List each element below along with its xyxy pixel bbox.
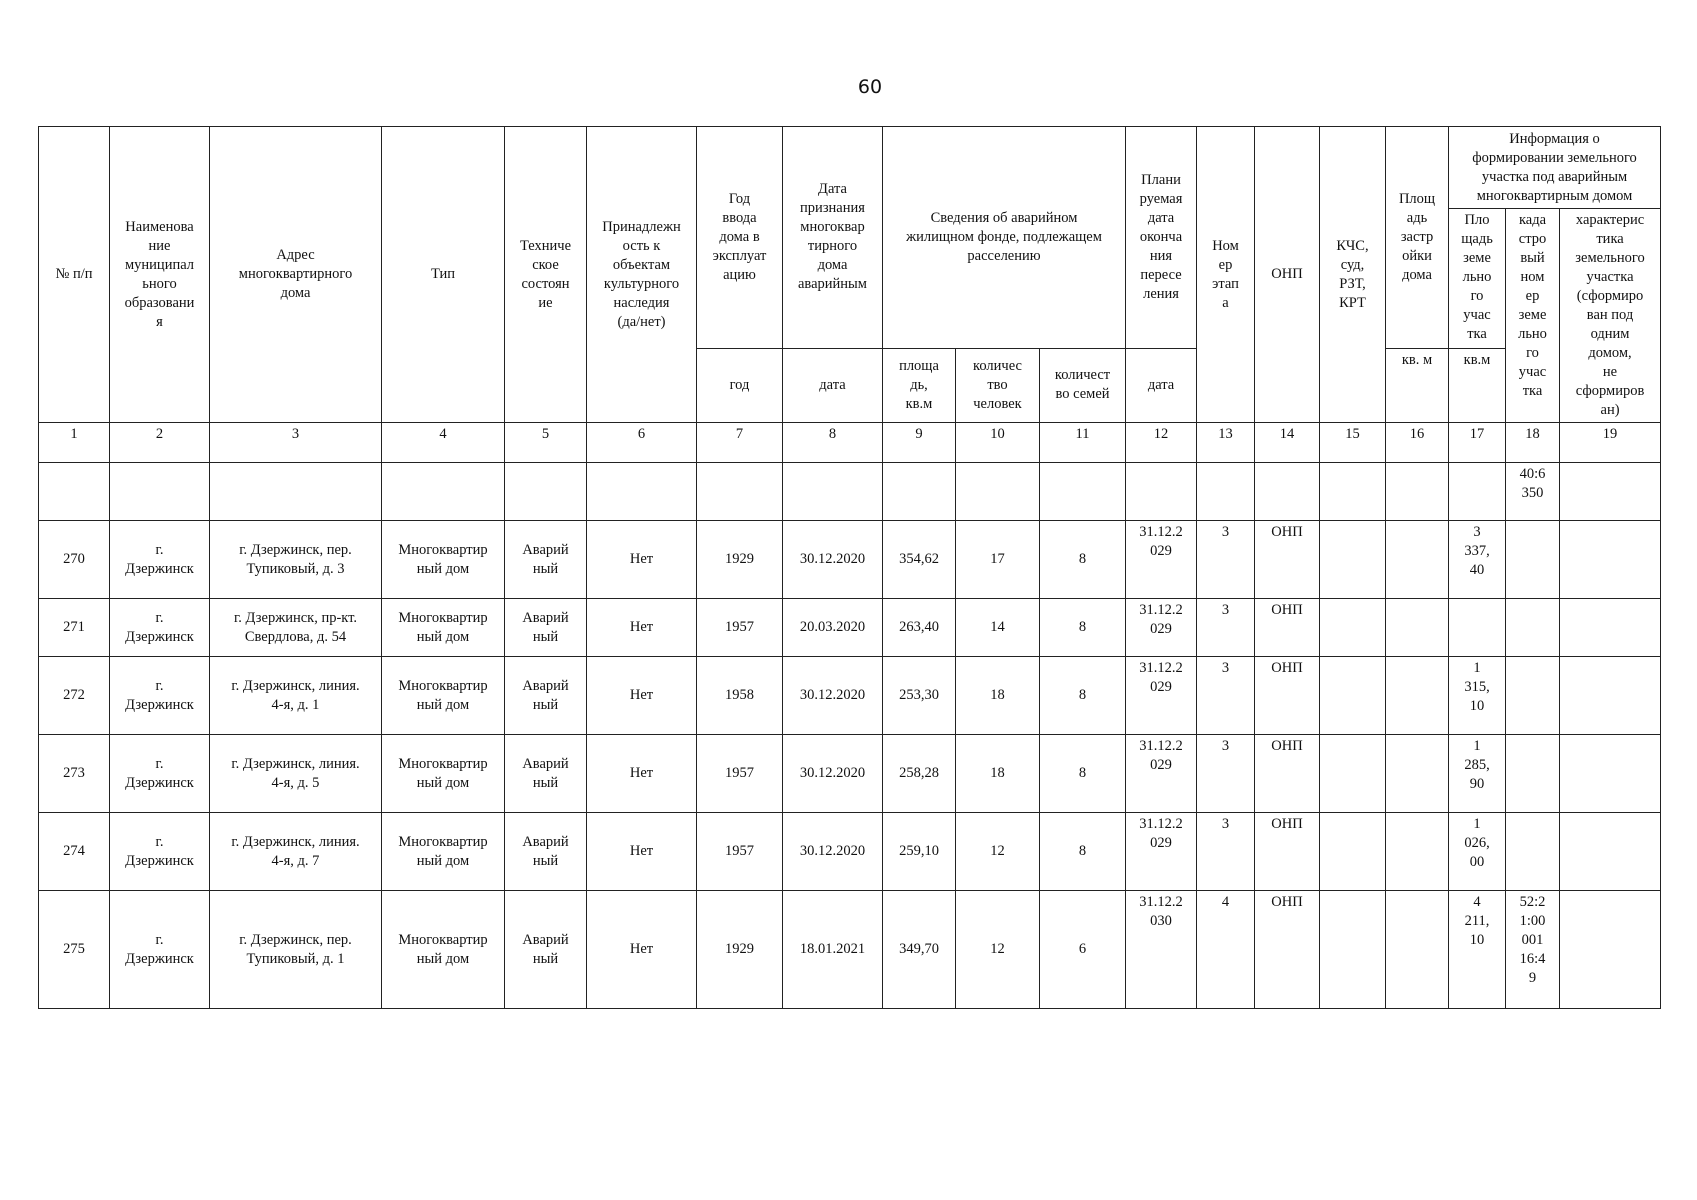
cell-tech-state: Аварий ный: [505, 599, 587, 657]
cell-no: 275: [39, 891, 110, 1009]
column-number: 9: [883, 423, 956, 463]
table-row: [39, 891, 1661, 1009]
header-info-group: Сведения об аварийном жилищном фонде, подлежащем расселению: [883, 127, 1126, 349]
cell-tech-state: Аварий ный: [505, 657, 587, 735]
header-stage: Ном ер этап а: [1197, 127, 1255, 423]
column-number: 17: [1449, 423, 1506, 463]
header-build-area-group: Площ адь застр ойки дома: [1386, 127, 1449, 349]
cell-date: 30.12.2020: [783, 735, 883, 813]
cell-land-area: 1 285, 90: [1449, 735, 1506, 813]
cell-cadastral: [1506, 657, 1560, 735]
header-tech-state: Техниче ское состоян ие: [505, 127, 587, 423]
cell-stage: 3: [1197, 735, 1255, 813]
cell-area: 349,70: [883, 891, 956, 1009]
cell-kchs: [1320, 521, 1386, 599]
cell-heritage: Нет: [587, 599, 697, 657]
continuation-row: [39, 463, 1661, 521]
cell-municipality: г. Дзержинск: [110, 735, 210, 813]
cell-stage: 3: [1197, 813, 1255, 891]
cell-address: г. Дзержинск, линия. 4-я, д. 1: [210, 657, 382, 735]
header-land-info-group: Информация о формировании земельного участка под аварийным многоквартирным домом: [1449, 127, 1661, 209]
cell-no: 272: [39, 657, 110, 735]
cell-cadastral: 40:6 350: [1506, 463, 1560, 521]
cell-kchs: [1320, 813, 1386, 891]
cell-municipality: г. Дзержинск: [110, 521, 210, 599]
cell-stage: 3: [1197, 599, 1255, 657]
column-number: 1: [39, 423, 110, 463]
cell-heritage: Нет: [587, 657, 697, 735]
cell-onp: ОНП: [1255, 891, 1320, 1009]
cell-year: 1957: [697, 735, 783, 813]
emergency-housing-table: [38, 126, 1661, 1009]
cell-cadastral: [1506, 599, 1560, 657]
cell-build-area: [1386, 813, 1449, 891]
cell-people: 18: [956, 657, 1040, 735]
cell-build-area: [1386, 657, 1449, 735]
header-year-sub: год: [697, 348, 783, 422]
cell-land-char: [1560, 813, 1661, 891]
cell-date: 30.12.2020: [783, 521, 883, 599]
cell-tech-state: Аварий ный: [505, 891, 587, 1009]
cell-kchs: [1320, 657, 1386, 735]
cell-type: Многоквартир ный дом: [382, 891, 505, 1009]
column-number-row: [39, 423, 1661, 463]
cell-type: Многоквартир ный дом: [382, 521, 505, 599]
cell-municipality: г. Дзержинск: [110, 599, 210, 657]
column-number: 8: [783, 423, 883, 463]
column-number: 18: [1506, 423, 1560, 463]
cell-municipality: г. Дзержинск: [110, 891, 210, 1009]
cell-heritage: Нет: [587, 891, 697, 1009]
cell-build-area: [1386, 891, 1449, 1009]
header-land-area: Пло щадь земе льно го учас тка: [1449, 209, 1506, 349]
cell-tech-state: Аварий ный: [505, 735, 587, 813]
cell-land-char: [1560, 735, 1661, 813]
cell-people: 12: [956, 813, 1040, 891]
cell-land-char: [1560, 521, 1661, 599]
cell-onp: ОНП: [1255, 657, 1320, 735]
cell-planned-date: 31.12.2 029: [1126, 813, 1197, 891]
cell-address: г. Дзержинск, пер. Тупиковый, д. 3: [210, 521, 382, 599]
cell-planned-date: 31.12.2 029: [1126, 735, 1197, 813]
cell-municipality: г. Дзержинск: [110, 813, 210, 891]
cell-address: г. Дзержинск, пр-кт. Свердлова, д. 54: [210, 599, 382, 657]
cell-families: 8: [1040, 657, 1126, 735]
cell-area: 263,40: [883, 599, 956, 657]
cell-kchs: [1320, 891, 1386, 1009]
cell-year: 1957: [697, 813, 783, 891]
cell-kchs: [1320, 735, 1386, 813]
cell-no: 271: [39, 599, 110, 657]
cell-cadastral: 52:2 1:00 001 16:4 9: [1506, 891, 1560, 1009]
cell-build-area: [1386, 599, 1449, 657]
table-row: [39, 657, 1661, 735]
cell-stage: 4: [1197, 891, 1255, 1009]
cell-date: 20.03.2020: [783, 599, 883, 657]
header-planned-sub: дата: [1126, 348, 1197, 422]
column-number: 15: [1320, 423, 1386, 463]
header-heritage: Принадлежн ость к объектам культурного наследия (да/нет): [587, 127, 697, 423]
column-number: 11: [1040, 423, 1126, 463]
cell-planned-date: 31.12.2 029: [1126, 521, 1197, 599]
cell-build-area: [1386, 735, 1449, 813]
column-number: 16: [1386, 423, 1449, 463]
cell-onp: ОНП: [1255, 735, 1320, 813]
cell-heritage: Нет: [587, 521, 697, 599]
header-land-char: характерис тика земельного участка (сформиро ван под одним домом, не сформиров ан): [1560, 209, 1661, 423]
cell-type: Многоквартир ный дом: [382, 813, 505, 891]
cell-land-area: 1 026, 00: [1449, 813, 1506, 891]
cell-families: 8: [1040, 813, 1126, 891]
column-number: 7: [697, 423, 783, 463]
header-land-area-sub: кв.м: [1449, 348, 1506, 422]
cell-planned-date: 31.12.2 029: [1126, 657, 1197, 735]
table-row: [39, 521, 1661, 599]
header-date-group: Дата признания многоквар тирного дома аварийным: [783, 127, 883, 349]
cell-people: 12: [956, 891, 1040, 1009]
cell-area: 258,28: [883, 735, 956, 813]
cell-date: 30.12.2020: [783, 657, 883, 735]
header-date-sub: дата: [783, 348, 883, 422]
header-kchs: КЧС, суд, РЗТ, КРТ: [1320, 127, 1386, 423]
column-number: 10: [956, 423, 1040, 463]
cell-people: 14: [956, 599, 1040, 657]
cell-address: г. Дзержинск, линия. 4-я, д. 5: [210, 735, 382, 813]
column-number: 13: [1197, 423, 1255, 463]
cell-land-char: [1560, 657, 1661, 735]
cell-planned-date: 31.12.2 030: [1126, 891, 1197, 1009]
cell-area: 354,62: [883, 521, 956, 599]
cell-heritage: Нет: [587, 735, 697, 813]
cell-municipality: г. Дзержинск: [110, 657, 210, 735]
header-planned-group: Плани руемая дата оконча ния пересе ления: [1126, 127, 1197, 349]
cell-heritage: Нет: [587, 813, 697, 891]
cell-land-char: [1560, 599, 1661, 657]
cell-onp: ОНП: [1255, 521, 1320, 599]
table-row: [39, 599, 1661, 657]
cell-year: 1929: [697, 521, 783, 599]
cell-no: 270: [39, 521, 110, 599]
cell-kchs: [1320, 599, 1386, 657]
cell-people: 18: [956, 735, 1040, 813]
header-build-area-sub: кв. м: [1386, 348, 1449, 422]
column-number: 2: [110, 423, 210, 463]
cell-land-area: [1449, 599, 1506, 657]
cell-no: 273: [39, 735, 110, 813]
cell-year: 1957: [697, 599, 783, 657]
cell-land-area: 3 337, 40: [1449, 521, 1506, 599]
cell-area: 253,30: [883, 657, 956, 735]
column-number: 19: [1560, 423, 1661, 463]
cell-land-char: [1560, 891, 1661, 1009]
header-families-sub: количест во семей: [1040, 348, 1126, 422]
column-number: 14: [1255, 423, 1320, 463]
header-onp: ОНП: [1255, 127, 1320, 423]
cell-onp: ОНП: [1255, 813, 1320, 891]
cell-date: 30.12.2020: [783, 813, 883, 891]
cell-type: Многоквартир ный дом: [382, 599, 505, 657]
header-no: № п/п: [39, 127, 110, 423]
header-address: Адрес многоквартирного дома: [210, 127, 382, 423]
cell-planned-date: 31.12.2 029: [1126, 599, 1197, 657]
cell-families: 8: [1040, 735, 1126, 813]
cell-cadastral: [1506, 521, 1560, 599]
table-row: [39, 735, 1661, 813]
cell-address: г. Дзержинск, линия. 4-я, д. 7: [210, 813, 382, 891]
header-people-sub: количес тво человек: [956, 348, 1040, 422]
cell-tech-state: Аварий ный: [505, 813, 587, 891]
page-number: 60: [857, 76, 883, 98]
cell-type: Многоквартир ный дом: [382, 657, 505, 735]
cell-stage: 3: [1197, 521, 1255, 599]
header-cadastral: када стро вый ном ер земе льно го учас тка: [1506, 209, 1560, 423]
cell-year: 1929: [697, 891, 783, 1009]
cell-build-area: [1386, 521, 1449, 599]
column-number: 6: [587, 423, 697, 463]
header-type: Тип: [382, 127, 505, 423]
cell-cadastral: [1506, 813, 1560, 891]
header-municipality: Наименова ние муниципал ьного образовани я: [110, 127, 210, 423]
cell-date: 18.01.2021: [783, 891, 883, 1009]
cell-families: 6: [1040, 891, 1126, 1009]
cell-families: 8: [1040, 599, 1126, 657]
column-number: 12: [1126, 423, 1197, 463]
cell-stage: 3: [1197, 657, 1255, 735]
cell-type: Многоквартир ный дом: [382, 735, 505, 813]
cell-onp: ОНП: [1255, 599, 1320, 657]
header-year-group: Год ввода дома в эксплуат ацию: [697, 127, 783, 349]
column-number: 3: [210, 423, 382, 463]
cell-land-area: 4 211, 10: [1449, 891, 1506, 1009]
cell-cadastral: [1506, 735, 1560, 813]
cell-families: 8: [1040, 521, 1126, 599]
cell-people: 17: [956, 521, 1040, 599]
cell-year: 1958: [697, 657, 783, 735]
cell-area: 259,10: [883, 813, 956, 891]
column-number: 4: [382, 423, 505, 463]
table-row: [39, 813, 1661, 891]
column-number: 5: [505, 423, 587, 463]
header-area-sub: площа дь, кв.м: [883, 348, 956, 422]
cell-address: г. Дзержинск, пер. Тупиковый, д. 1: [210, 891, 382, 1009]
cell-land-area: 1 315, 10: [1449, 657, 1506, 735]
cell-no: 274: [39, 813, 110, 891]
cell-tech-state: Аварий ный: [505, 521, 587, 599]
